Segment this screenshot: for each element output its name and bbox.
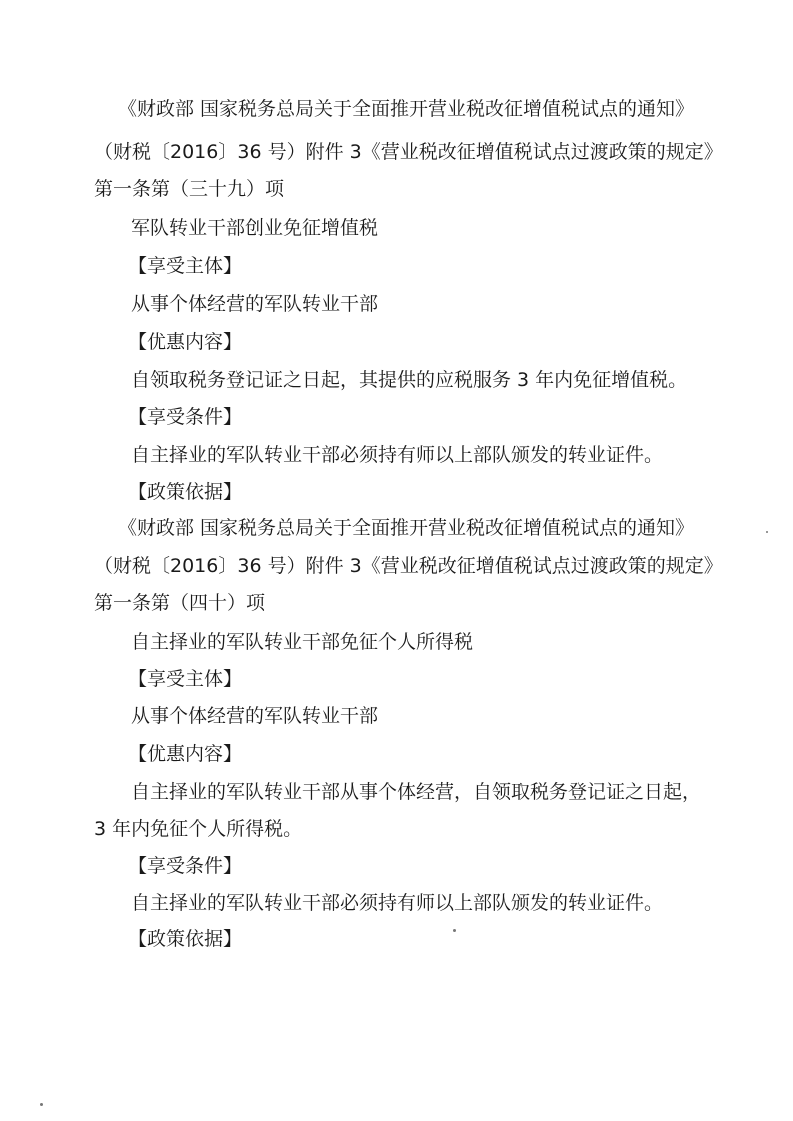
- scan-speck: [766, 531, 768, 533]
- section-title: 自主择业的军队转业干部免征个人所得税: [131, 631, 474, 653]
- policy-basis-line: （财税〔2016〕36 号）附件 3《营业税改征增值税试点过渡政策的规定》: [94, 555, 723, 577]
- subject-heading: 【享受主体】: [128, 255, 243, 277]
- subject-text: 从事个体经营的军队转业干部: [131, 705, 379, 727]
- condition-text: 自主择业的军队转业干部必须持有师以上部队颁发的转业证件。: [131, 892, 664, 914]
- subject-heading: 【享受主体】: [128, 668, 243, 690]
- content-heading: 【优惠内容】: [128, 743, 243, 765]
- section-title: 军队转业干部创业免征增值税: [131, 217, 379, 239]
- scan-speck: [453, 929, 456, 932]
- policy-basis-line: 第一条第（四十）项: [94, 592, 266, 614]
- subject-text: 从事个体经营的军队转业干部: [131, 293, 379, 315]
- content-text: 自领取税务登记证之日起，其提供的应税服务 3 年内免征增值税。: [131, 369, 688, 391]
- content-text: 自主择业的军队转业干部从事个体经营，自领取税务登记证之日起，: [131, 781, 702, 803]
- policy-basis-line: （财税〔2016〕36 号）附件 3《营业税改征增值税试点过渡政策的规定》: [94, 141, 723, 163]
- condition-heading: 【享受条件】: [128, 855, 243, 877]
- scan-speck: [40, 1103, 43, 1106]
- policy-basis-line: 第一条第（三十九）项: [94, 178, 285, 200]
- condition-heading: 【享受条件】: [128, 406, 243, 428]
- basis-heading: 【政策依据】: [128, 928, 243, 950]
- basis-heading: 【政策依据】: [128, 481, 243, 503]
- policy-basis-line: 《财政部 国家税务总局关于全面推开营业税改征增值税试点的通知》: [118, 517, 695, 539]
- content-text: 3 年内免征个人所得税。: [94, 818, 303, 840]
- policy-basis-line: 《财政部 国家税务总局关于全面推开营业税改征增值税试点的通知》: [118, 98, 695, 120]
- content-heading: 【优惠内容】: [128, 331, 243, 353]
- condition-text: 自主择业的军队转业干部必须持有师以上部队颁发的转业证件。: [131, 444, 664, 466]
